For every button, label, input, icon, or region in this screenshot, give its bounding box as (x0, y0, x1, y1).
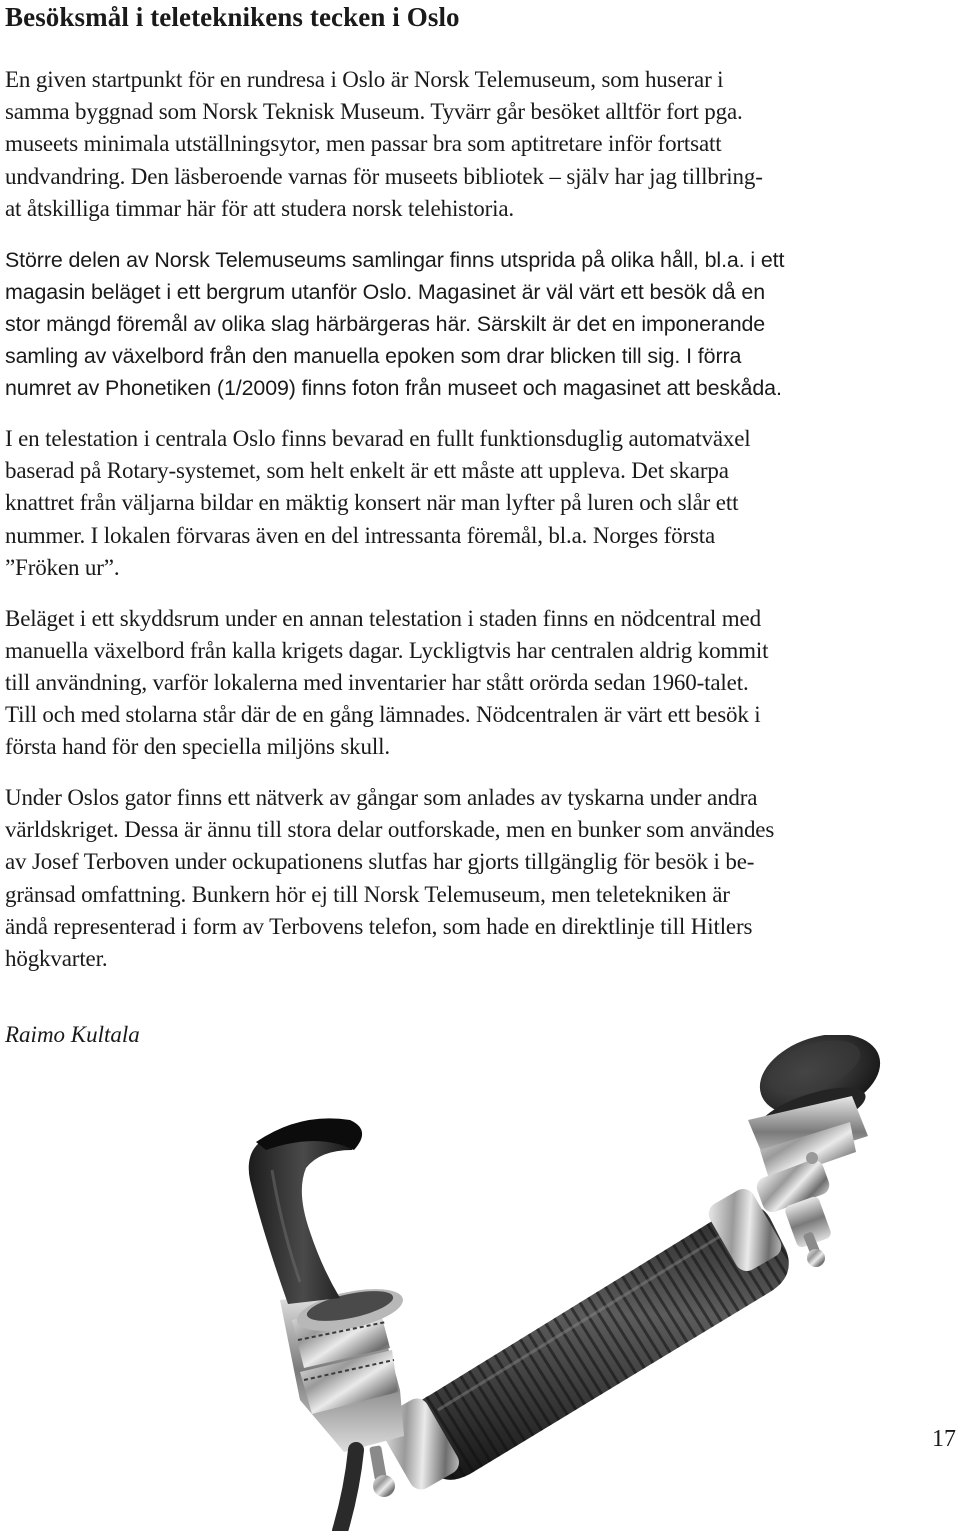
author-signature: Raimo Kultala (5, 1022, 140, 1047)
text-line: högkvarter. (5, 946, 108, 972)
paragraph-1 (5, 64, 955, 225)
text-line: av Josef Terboven under ockupationens slutfas har gjorts tillgänglig för besök i be- (5, 849, 755, 875)
text-line: knattret från väljarna bildar en mäktig konsert när man lyfter på luren och slår ett (5, 490, 739, 516)
page-number: 17 (932, 1426, 956, 1452)
article-body (5, 64, 955, 994)
text-line: nummer. I lokalen förvaras även en del intressanta föremål, bl.a. Norges första (5, 522, 716, 548)
article-title: Besöksmål i teleteknikens tecken i Oslo (5, 2, 460, 32)
text-line: numret av Phonetiken (1/2009) finns foton från museet och magasinet att beskåda. (5, 376, 782, 401)
text-line: Större delen av Norsk Telemuseums samlingar finns utsprida på olika håll, bl.a. i ett (5, 247, 785, 272)
text-line: till användning, varför lokalerna med inventarier har stått orörda sedan 1960-talet. (5, 669, 749, 695)
paragraph-3 (5, 423, 955, 584)
text-line: ”Fröken ur”. (5, 554, 120, 580)
text-line: magasin beläget i ett bergrum utanför Oslo. Magasinet är väl värt ett besök då en (5, 279, 766, 304)
text-line: världskriget. Dessa är ännu till stora delar outforskade, men en bunker som användes (5, 817, 775, 843)
text-line: Beläget i ett skyddsrum under en annan telestation i staden finns en nödcentral med (5, 605, 761, 631)
text-line: första hand för den speciella miljöns skull. (5, 734, 390, 760)
text-line: undvandring. Den läsberoende varnas för museets bibliotek – själv har jag tillbring- (5, 163, 763, 189)
text-line: baserad på Rotary-systemet, som helt enkelt är ett måste att uppleva. Det skarpa (5, 458, 729, 484)
text-line: at åtskilliga timmar här för att studera norsk telehistoria. (5, 195, 514, 221)
text-line: ändå representerad i form av Terbovens telefon, som hade en direktlinje till Hitlers (5, 913, 753, 939)
text-line: Till och med stolarna står där de en gång lämnades. Nödcentralen är värt ett besök i (5, 702, 761, 728)
text-line: manuella växelbord från kalla krigets dagar. Lyckligtvis har centralen aldrig kommit (5, 637, 769, 663)
telephone-handset-icon (150, 1035, 940, 1531)
text-line: I en telestation i centrala Oslo finns bevarad en fullt funktionsduglig automatväxel (5, 426, 751, 452)
text-line: Under Oslos gator finns ett nätverk av gångar som anlades av tyskarna under andra (5, 785, 758, 811)
paragraph-5 (5, 782, 955, 975)
text-line: stor mängd föremål av olika slag härbärgeras här. Särskilt är det en imponerande (5, 311, 766, 336)
text-line: samling av växelbord från den manuella epoken som drar blicken till sig. I förra (5, 344, 742, 369)
paragraph-4 (5, 603, 955, 764)
paragraph-2 (5, 244, 955, 405)
text-line: gränsad omfattning. Bunkern hör ej till Norsk Telemuseum, men teletekniken är (5, 881, 730, 907)
text-line: museets minimala utställningsytor, men passar bra som aptitretare inför fortsatt (5, 131, 722, 157)
text-line: En given startpunkt för en rundresa i Oslo är Norsk Telemuseum, som huserar i (5, 67, 724, 92)
text-line: samma byggnad som Norsk Teknisk Museum. Tyvärr går besöket alltför fort pga. (5, 99, 743, 125)
